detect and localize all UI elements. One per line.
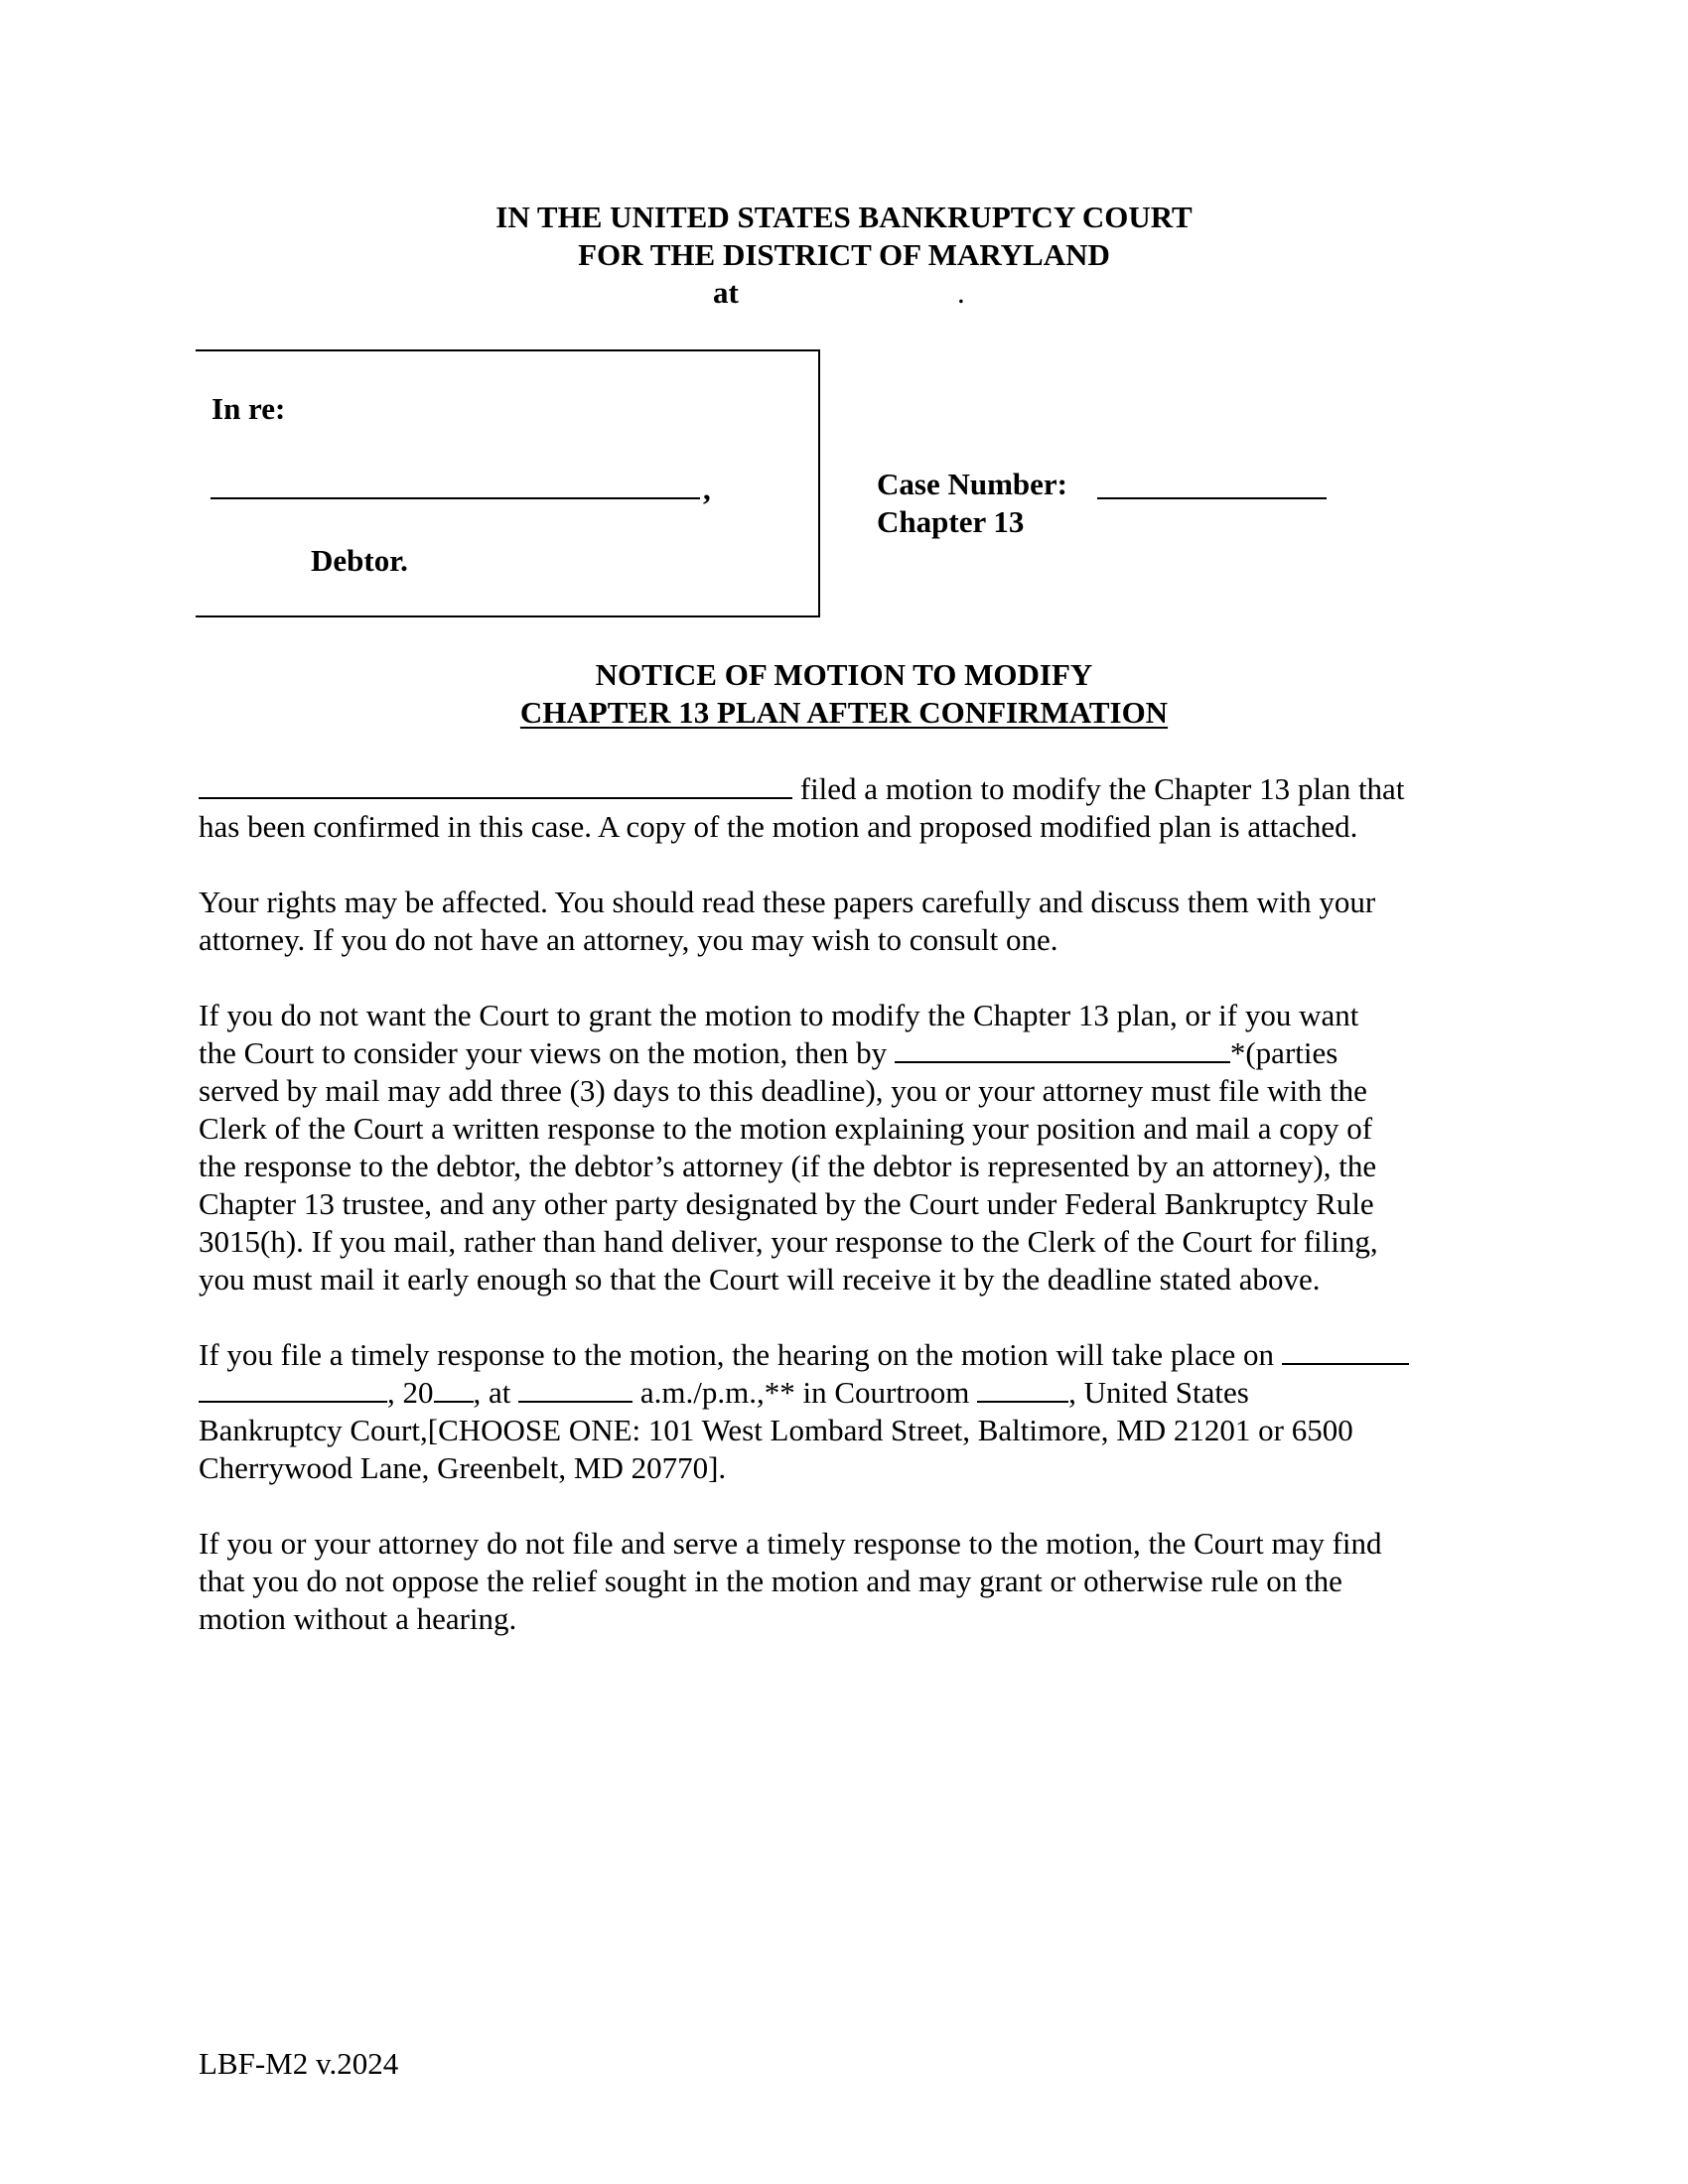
paragraph-hearing <box>199 1336 1489 1487</box>
hearing-time-field[interactable] <box>518 1376 633 1403</box>
document-title <box>0 656 1688 732</box>
response-deadline-field[interactable] <box>895 1036 1230 1063</box>
p4-at: , at <box>473 1375 511 1410</box>
p2-line1-text: Your rights may be affected. You should read these papers carefully and discuss them with your <box>199 885 1376 919</box>
p3-line4-text: Clerk of the Court a written response to the motion explaining your position and mail a copy of <box>199 1111 1373 1146</box>
p3-line2-tail: *(parties <box>1229 1035 1338 1070</box>
p5-line1-text: If you or your attorney do not file and serve a timely response to the motion, the Court may find <box>199 1526 1382 1561</box>
p4-united-states: , United States <box>1068 1375 1249 1410</box>
p5-line3-text: motion without a hearing. <box>199 1601 517 1636</box>
document-title-line2: CHAPTER 13 PLAN AFTER CONFIRMATION <box>519 695 1169 730</box>
p4-year-prefix: , 20 <box>387 1375 434 1410</box>
form-id-footer: LBF-M2 v.2024 <box>199 2046 399 2081</box>
debtor-name-comma: , <box>703 472 711 506</box>
chapter-label: Chapter 13 <box>877 504 1025 539</box>
case-number-label: Case Number: <box>877 467 1067 501</box>
p4-line3-text: Bankruptcy Court,[CHOOSE ONE: 101 West Lombard Street, Baltimore, MD 21201 or 6500 <box>199 1413 1353 1447</box>
hearing-year-field[interactable] <box>434 1376 474 1403</box>
court-header <box>0 199 1688 274</box>
p3-line6-text: Chapter 13 trustee, and any other party designated by the Court under Federal Bankruptcy Rule <box>199 1186 1374 1221</box>
courtroom-field[interactable] <box>977 1376 1068 1403</box>
paragraph-no-response <box>199 1525 1489 1638</box>
p1-line1-text: filed a motion to modify the Chapter 13 plan that <box>799 771 1405 806</box>
court-header-line2: FOR THE DISTRICT OF MARYLAND <box>578 237 1110 272</box>
case-number-field[interactable] <box>1097 478 1327 499</box>
p3-line2-text: the Court to consider your views on the motion, then by <box>199 1035 888 1070</box>
p4-line4-text: Cherrywood Lane, Greenbelt, MD 20770]. <box>199 1450 727 1485</box>
p3-line8-text: you must mail it early enough so that the Court will receive it by the deadline stated above. <box>199 1262 1321 1297</box>
p2-line2-text: attorney. If you do not have an attorney, you may wish to consult one. <box>199 922 1058 957</box>
p3-line5-text: the response to the debtor, the debtor’s attorney (if the debtor is represented by an attorney), the <box>199 1149 1377 1183</box>
debtor-name-field[interactable] <box>211 478 700 499</box>
p3-line7-text: 3015(h). If you mail, rather than hand deliver, your response to the Clerk of the Court for filing, <box>199 1224 1378 1259</box>
p5-line2-text: that you do not oppose the relief sought in the motion and may grant or otherwise rule on the <box>199 1564 1342 1598</box>
movant-name-field[interactable] <box>199 772 792 799</box>
hearing-date-field[interactable] <box>199 1376 387 1403</box>
p3-line3-text: served by mail may add three (3) days to this deadline), you or your attorney must file with the <box>199 1073 1367 1108</box>
hearing-month-day-field[interactable] <box>1282 1338 1409 1365</box>
p3-line1-text: If you do not want the Court to grant the motion to modify the Chapter 13 plan, or if you want <box>199 998 1359 1032</box>
debtor-label: Debtor. <box>311 543 408 578</box>
paragraph-motion-filed <box>199 770 1489 846</box>
court-location-at: at <box>713 275 739 310</box>
in-re-label: In re: <box>211 391 286 426</box>
p4-ampm-courtroom: a.m./p.m.,** in Courtroom <box>639 1375 970 1410</box>
p4-line1-text: If you file a timely response to the motion, the hearing on the motion will take place on <box>199 1337 1275 1372</box>
paragraph-rights <box>199 884 1489 959</box>
p1-line2-text: has been confirmed in this case. A copy of the motion and proposed modified plan is attached. <box>199 809 1358 844</box>
document-title-line1: NOTICE OF MOTION TO MODIFY <box>595 657 1093 692</box>
paragraph-response-deadline <box>199 997 1489 1298</box>
court-header-line1: IN THE UNITED STATES BANKRUPTCY COURT <box>495 200 1193 234</box>
court-location-period: . <box>957 275 965 310</box>
